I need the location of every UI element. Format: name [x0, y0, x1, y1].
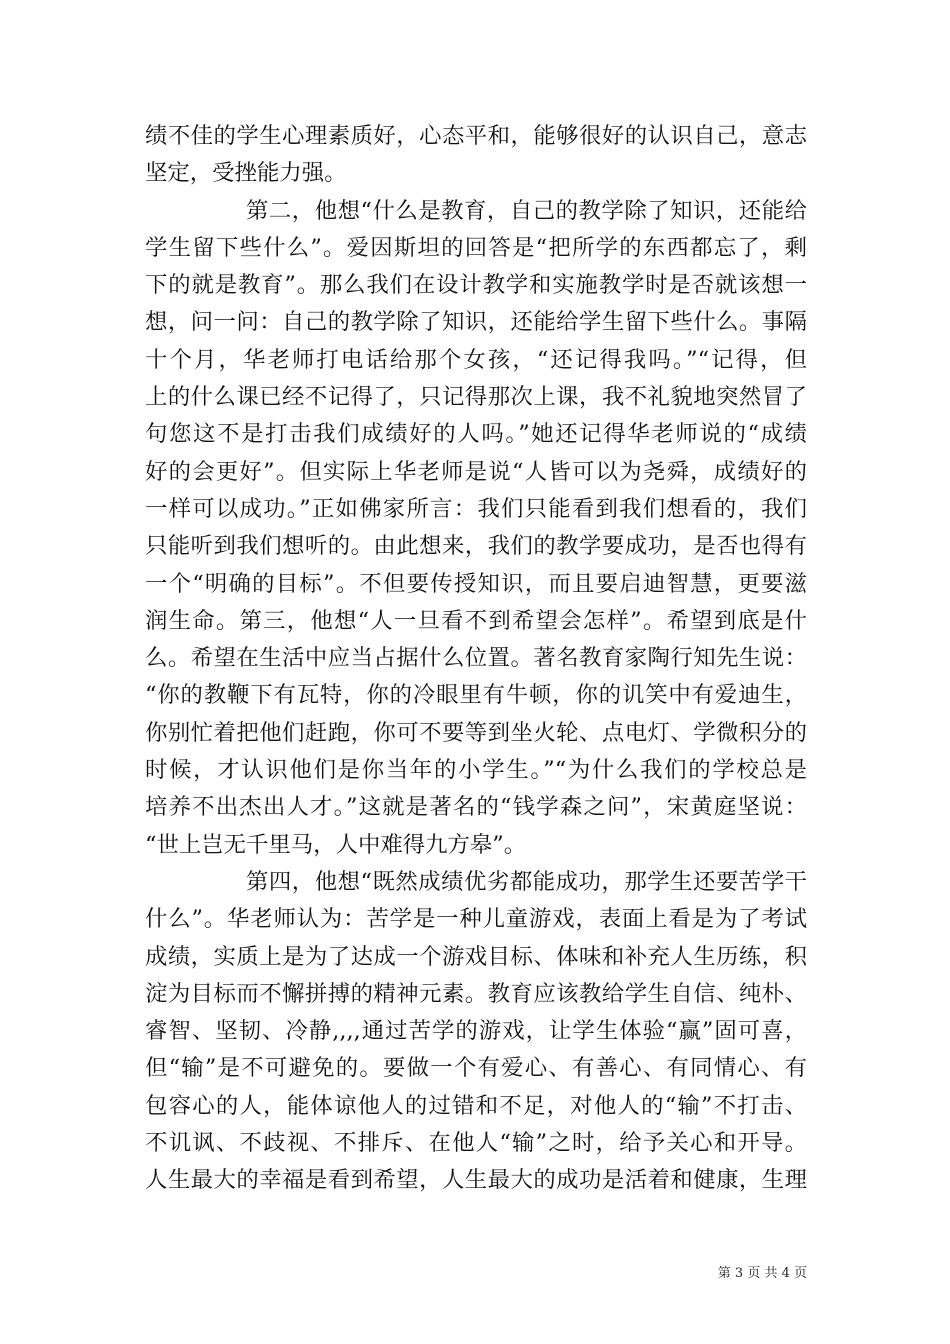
text-line: 培养不出杰出人才。”这就是著名的“钱学森之问”，宋黄庭坚说：: [145, 794, 807, 821]
page-number-footer: 第 3 页 共 4 页: [717, 1266, 807, 1281]
text-line: 好的会更好”。但实际上华老师是说“人皆可以为尧舜，成绩好的: [145, 458, 807, 485]
text-line: 只能听到我们想听的。由此想来，我们的教学要成功，是否也得有: [145, 533, 807, 560]
paragraph-start-line: 第二，他想“什么是教育，自己的教学除了知识，还能给: [246, 197, 807, 224]
text-line: 十个月，华老师打电话给那个女孩，“还记得我吗。”“记得，但: [145, 346, 807, 373]
text-line: 一样可以成功。”正如佛家所言：我们只能看到我们想看的，我们: [145, 495, 807, 522]
text-line: 你别忙着把他们赶跑，你可不要等到坐火轮、点电灯、学微积分的: [145, 719, 807, 746]
text-line: 但“输”是不可避免的。要做一个有爱心、有善心、有同情心、有: [145, 1055, 807, 1082]
body-text: [145, 118, 807, 1200]
text-line: 睿智、坚韧、冷静,,,,通过苦学的游戏，让学生体验“赢”固可喜，: [145, 1018, 807, 1045]
paragraph-start-line: 第四，他想“既然成绩优劣都能成功，那学生还要苦学干: [246, 868, 807, 895]
text-line: 成绩，实质上是为了达成一个游戏目标、体味和补充人生历练，积: [145, 943, 807, 970]
text-line: 绩不佳的学生心理素质好，心态平和，能够很好的认识自己，意志: [145, 123, 807, 149]
text-line: 润生命。第三，他想“人一旦看不到希望会怎样”。希望到底是什: [145, 607, 807, 634]
text-line: 么。希望在生活中应当占据什么位置。著名教育家陶行知先生说：: [145, 645, 807, 672]
text-line: 不讥讽、不歧视、不排斥、在他人“输”之时，给予关心和开导。: [145, 1130, 807, 1157]
text-line: 淀为目标而不懈拼搏的精神元素。教育应该教给学生自信、纯朴、: [145, 980, 807, 1007]
text-line: 什么”。华老师认为：苦学是一种儿童游戏，表面上看是为了考试: [145, 906, 807, 933]
text-line: 人生最大的幸福是看到希望，人生最大的成功是活着和健康，生理: [145, 1167, 807, 1194]
text-line: 一个“明确的目标”。不但要传授知识，而且要启迪智慧，更要滋: [145, 570, 807, 597]
text-line: 包容心的人，能体谅他人的过错和不足，对他人的“输”不打击、: [145, 1092, 807, 1119]
text-line: 时候，才认识他们是你当年的小学生。”“为什么我们的学校总是: [145, 757, 807, 784]
text-line: 坚定，受挫能力强。: [145, 160, 347, 187]
text-line: “你的教鞭下有瓦特，你的冷眼里有牛顿，你的讥笑中有爱迪生，: [145, 682, 807, 709]
text-line: 上的什么课已经不记得了，只记得那次上课，我不礼貌地突然冒了: [145, 384, 807, 411]
text-line: 想，问一问：自己的教学除了知识，还能给学生留下些什么。事隔: [145, 309, 807, 336]
text-line: 下的就是教育”。那么我们在设计教学和实施教学时是否就该想一: [145, 272, 807, 299]
text-line: 句您这不是打击我们成绩好的人吗。”她还记得华老师说的“成绩: [145, 421, 807, 448]
text-line: 学生留下些什么”。爱因斯坦的回答是“把所学的东西都忘了，剩: [145, 234, 807, 261]
text-line: “世上岂无千里马，人中难得九方皋”。: [145, 831, 527, 858]
